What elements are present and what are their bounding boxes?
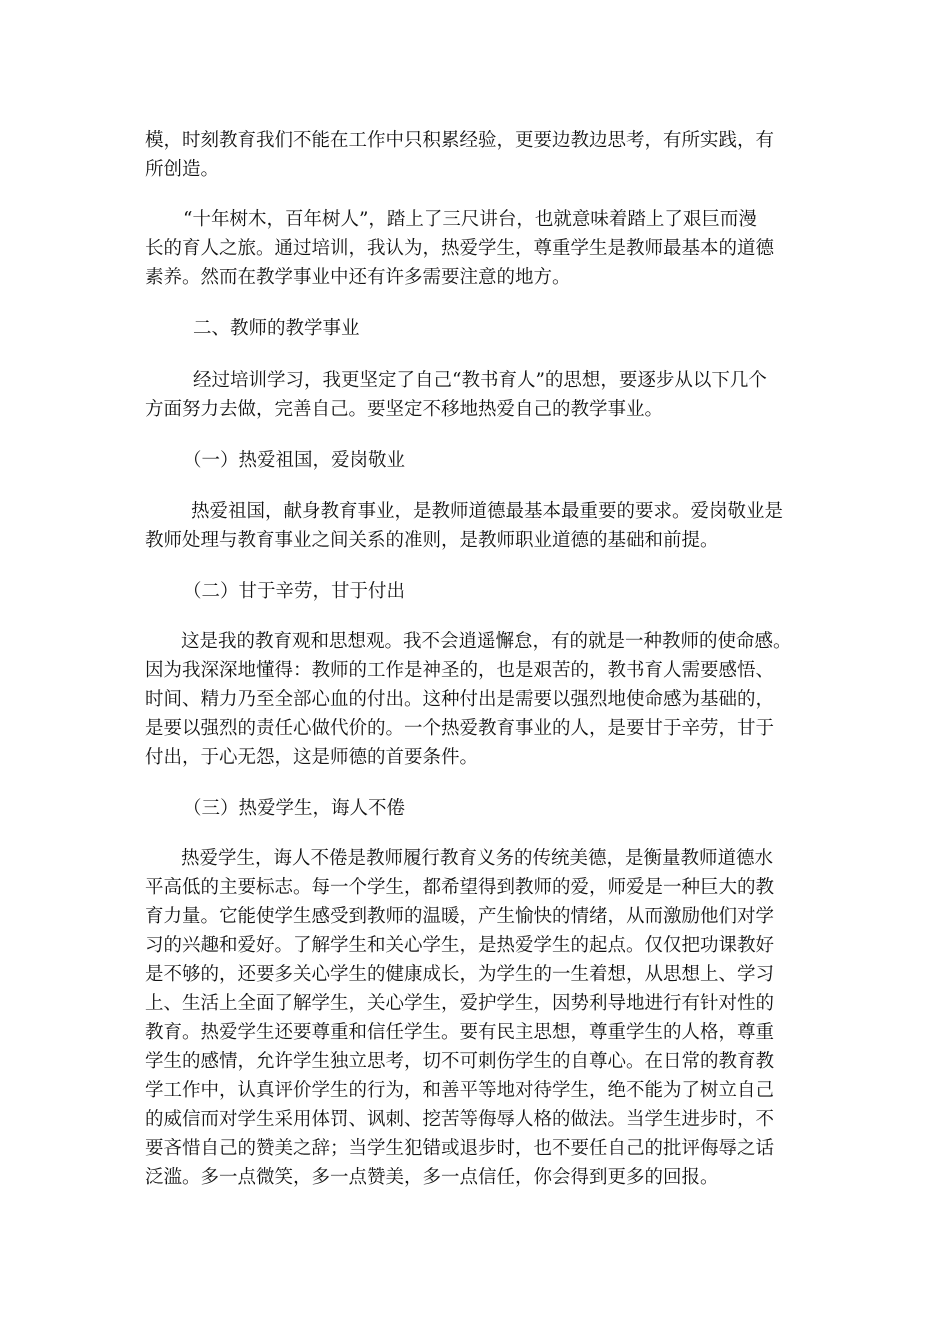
paragraph-hard-work (145, 627, 805, 772)
paragraph-training-conviction (145, 366, 805, 424)
text-line: 上、生活上全面了解学生，关心学生，爱护学生，因势利导地进行有针对性的 (145, 993, 775, 1014)
text-line: 学工作中，认真评价学生的行为，和善平等地对待学生，绝不能为了树立自己 (145, 1080, 775, 1101)
text-line: 教师处理与教育事业之间关系的准则，是教师职业道德的基础和前提。 (145, 530, 719, 551)
paragraph-ten-years-trees (145, 205, 805, 292)
subheading-text: （二）甘于辛劳，甘于付出 (183, 581, 406, 602)
subheading-love-country (145, 446, 805, 475)
text-line: 是要以强烈的责任心做代价的。一个热爱教育事业的人，是要甘于辛劳，甘于 (145, 718, 775, 739)
text-line: “十年树木，百年树人”，踏上了三尺讲台，也就意味着踏上了艰巨而漫 (183, 209, 757, 230)
text-line: 付出，于心无怨，这是师德的首要条件。 (145, 747, 479, 768)
paragraph-intro-continuation (145, 126, 805, 184)
text-line: 习的兴趣和爱好。了解学生和关心学生，是热爱学生的起点。仅仅把功课教好 (145, 935, 775, 956)
text-line: 学生的感情，允许学生独立思考，切不可刺伤学生的自尊心。在日常的教育教 (145, 1051, 775, 1072)
paragraph-love-students (145, 844, 805, 1192)
heading-text: 二、教师的教学事业 (193, 318, 360, 339)
text-line: 泛滥。多一点微笑，多一点赞美，多一点信任，你会得到更多的回报。 (145, 1167, 719, 1188)
text-line: 教育。热爱学生还要尊重和信任学生。要有民主思想，尊重学生的人格，尊重 (145, 1022, 775, 1043)
text-line: 因为我深深地懂得：教师的工作是神圣的，也是艰苦的，教书育人需要感悟、 (145, 660, 775, 681)
subheading-love-students (145, 794, 805, 823)
text-line: 所创造。 (145, 159, 220, 180)
subheading-text: （三）热爱学生，诲人不倦 (183, 798, 406, 819)
text-line: 这是我的教育观和思想观。我不会逍遥懈怠，有的就是一种教师的使命感。 (181, 631, 792, 652)
text-line: 要吝惜自己的赞美之辞；当学生犯错或退步时，也不要任自己的批评侮辱之话 (145, 1138, 775, 1159)
text-line: 平高低的主要标志。每一个学生，都希望得到教师的爱，师爱是一种巨大的教 (145, 877, 775, 898)
text-line: 时间、精力乃至全部心血的付出。这种付出是需要以强烈地使命感为基础的， (145, 689, 775, 710)
text-line: 模，时刻教育我们不能在工作中只积累经验，更要边教边思考，有所实践，有 (145, 130, 775, 151)
text-line: 的威信而对学生采用体罚、讽刺、挖苦等侮辱人格的做法。当学生进步时，不 (145, 1109, 775, 1130)
subheading-hard-work (145, 577, 805, 606)
text-line: 育力量。它能使学生感受到教师的温暖，产生愉快的情绪，从而激励他们对学 (145, 906, 775, 927)
section-heading-teaching-career (145, 314, 805, 343)
text-line: 长的育人之旅。通过培训，我认为，热爱学生，尊重学生是教师最基本的道德 (145, 238, 775, 259)
text-line: 热爱祖国，献身教育事业，是教师道德最基本最重要的要求。爱岗敬业是 (191, 501, 784, 522)
paragraph-love-country (145, 497, 805, 555)
text-line: 素养。然而在教学事业中还有许多需要注意的地方。 (145, 267, 571, 288)
text-line: 方面努力去做，完善自己。要坚定不移地热爱自己的教学事业。 (145, 399, 664, 420)
subheading-text: （一）热爱祖国，爱岗敬业 (183, 450, 406, 471)
text-line: 热爱学生，诲人不倦是教师履行教育义务的传统美德，是衡量教师道德水 (181, 848, 774, 869)
text-line: 经过培训学习，我更坚定了自己“教书育人”的思想，要逐步从以下几个 (193, 370, 767, 391)
text-line: 是不够的，还要多关心学生的健康成长，为学生的一生着想，从思想上、学习 (145, 964, 775, 985)
